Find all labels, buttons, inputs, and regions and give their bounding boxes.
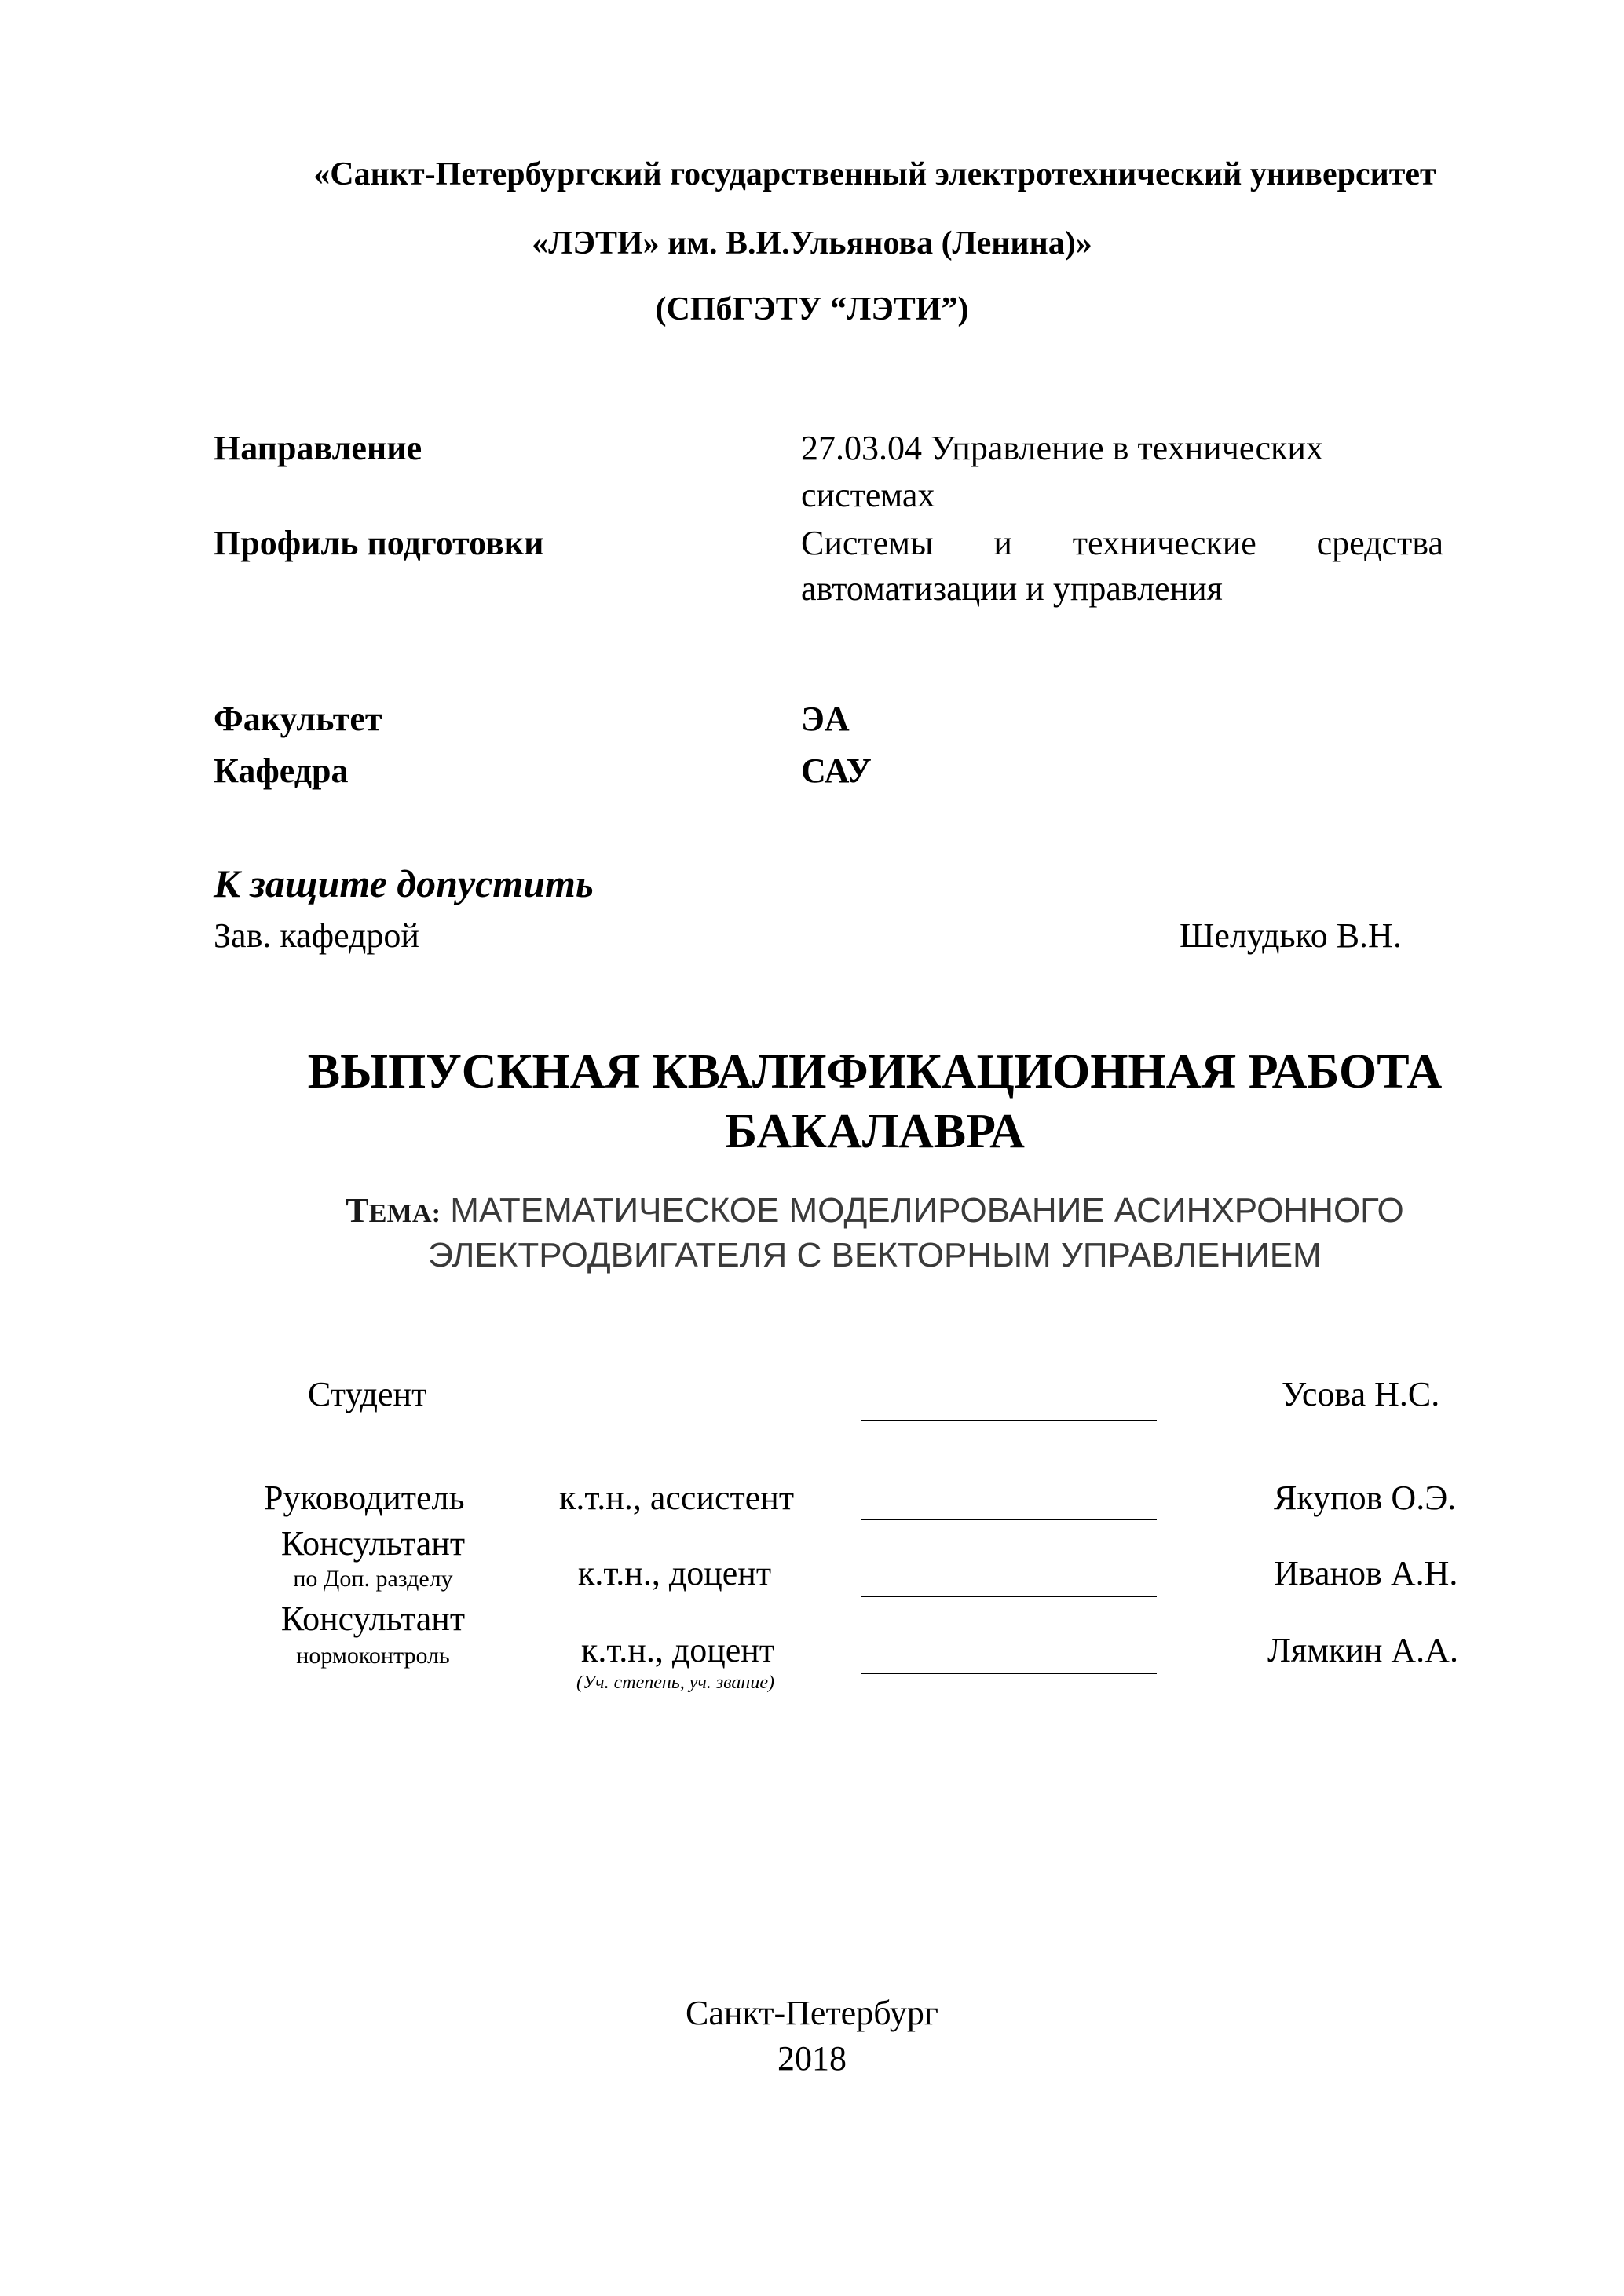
- supervisor-name: Якупов О.Э.: [1274, 1479, 1457, 1517]
- student-signature-line: [861, 1420, 1157, 1421]
- work-title-line2: БАКАЛАВРА: [725, 1105, 1025, 1158]
- student-role: Студент: [308, 1375, 427, 1413]
- faculty-label: Факультет: [214, 700, 382, 738]
- faculty-value: ЭА: [801, 700, 850, 738]
- direction-value-line1: 27.03.04 Управление в технических: [801, 429, 1323, 467]
- head-of-department-name: Шелудько В.Н.: [1180, 916, 1402, 955]
- consultant2-degree: к.т.н., доцент: [581, 1631, 775, 1669]
- university-abbreviation: (СПбГЭТУ “ЛЭТИ”): [655, 291, 969, 327]
- city: Санкт-Петербург: [686, 1994, 938, 2032]
- profile-label: Профиль подготовки: [214, 524, 544, 562]
- topic-label-rest: ЕМА:: [368, 1198, 441, 1228]
- supervisor-signature-line: [861, 1519, 1157, 1520]
- consultant1-name: Иванов А.Н.: [1274, 1554, 1458, 1592]
- consultant1-degree: к.т.н., доцент: [578, 1554, 772, 1592]
- department-value: САУ: [801, 751, 872, 790]
- head-of-department-label: Зав. кафедрой: [214, 916, 419, 955]
- profile-value-line1: Системы и технические средства: [801, 524, 1443, 562]
- admission-title: К защите допустить: [214, 861, 594, 905]
- supervisor-role: Руководитель: [264, 1479, 465, 1517]
- consultant2-role: Консультант: [280, 1600, 466, 1638]
- university-name-line1: «Санкт-Петербургский государственный электротехнический университет: [313, 156, 1436, 192]
- consultant2-subrole: нормоконтроль: [296, 1643, 450, 1669]
- topic-text-line1: МАТЕМАТИЧЕСКОЕ МОДЕЛИРОВАНИЕ АСИНХРОННОГО: [450, 1191, 1404, 1230]
- topic-line1: [0, 1190, 1624, 1230]
- consultant1-signature-line: [861, 1596, 1157, 1597]
- direction-value-line2: системах: [801, 476, 935, 514]
- work-title-line1: ВЫПУСКНАЯ КВАЛИФИКАЦИОННАЯ РАБОТА: [307, 1045, 1443, 1099]
- profile-value-line2: автоматизации и управления: [801, 569, 1223, 608]
- department-label: Кафедра: [214, 751, 349, 790]
- degree-note: (Уч. степень, уч. звание): [576, 1673, 774, 1693]
- topic-label-first: Т: [346, 1191, 369, 1230]
- direction-label: Направление: [214, 429, 422, 467]
- student-name: Усова Н.С.: [1282, 1375, 1440, 1413]
- topic-line2: ЭЛЕКТРОДВИГАТЕЛЯ С ВЕКТОРНЫМ УПРАВЛЕНИЕМ: [428, 1236, 1322, 1274]
- supervisor-degree: к.т.н., ассистент: [559, 1479, 795, 1517]
- university-name-line2: «ЛЭТИ» им. В.И.Ульянова (Ленина)»: [532, 225, 1092, 261]
- consultant2-name: Лямкин А.А.: [1267, 1631, 1458, 1669]
- consultant1-subrole: по Доп. разделу: [293, 1566, 453, 1592]
- topic-label: [346, 1191, 441, 1230]
- consultant1-role: Консультант: [280, 1524, 466, 1563]
- year: 2018: [777, 2039, 847, 2078]
- consultant2-signature-line: [861, 1673, 1157, 1674]
